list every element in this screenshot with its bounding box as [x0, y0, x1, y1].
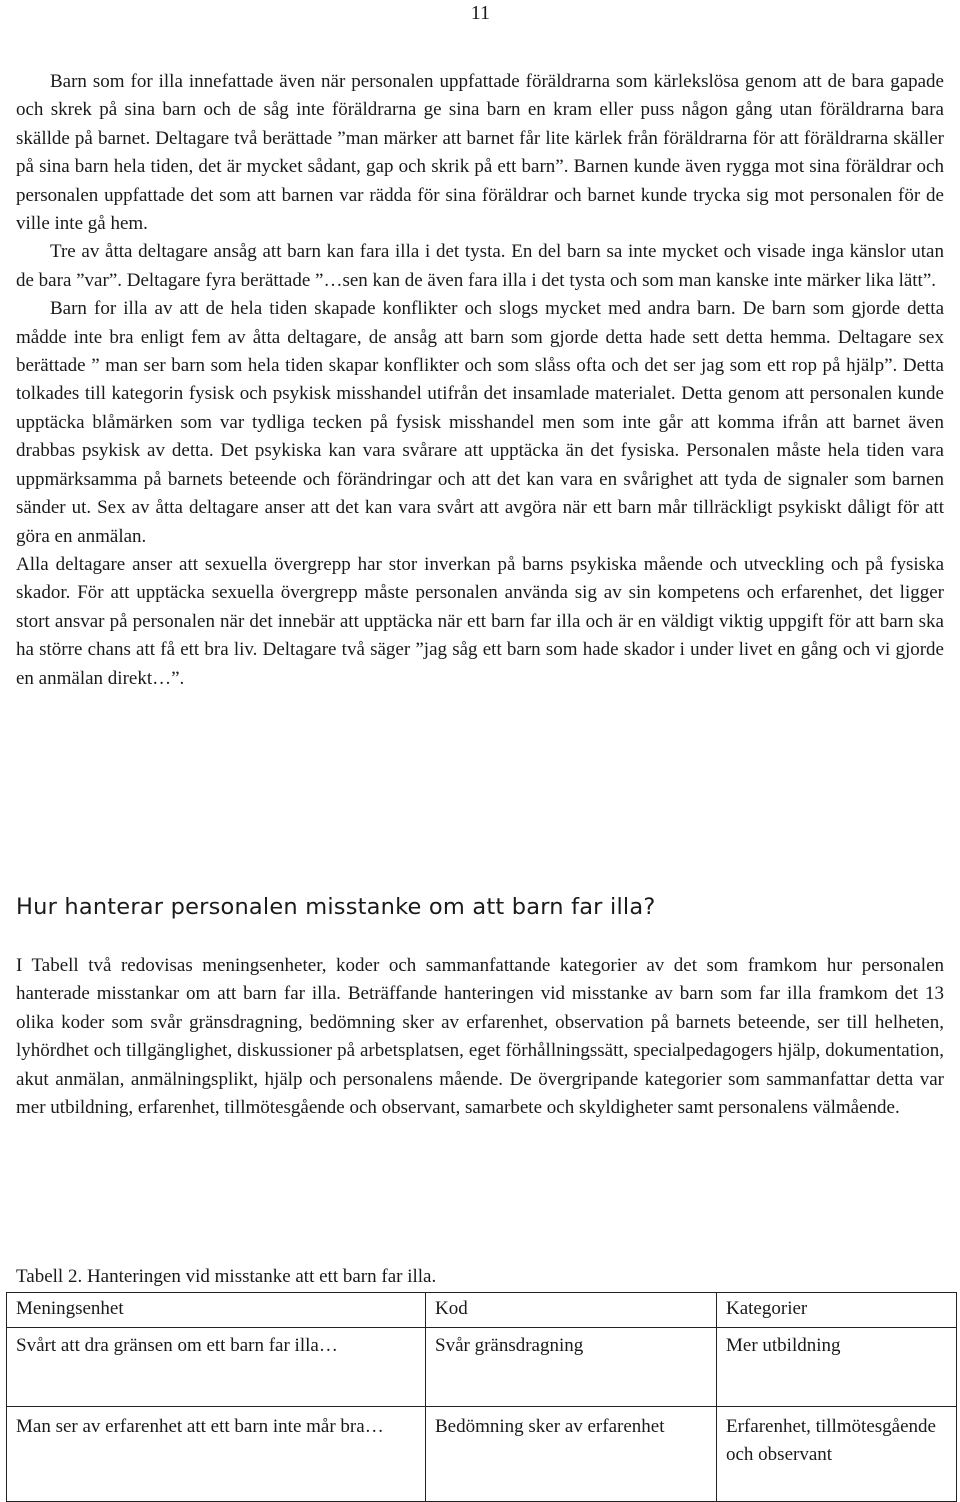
table-cell: Erfarenhet, tillmötesgående och observant: [717, 1407, 957, 1502]
table-header-cell: Meningsenhet: [7, 1293, 426, 1328]
results-table: [6, 1292, 957, 1502]
table-cell: Svårt att dra gränsen om ett barn far illa…: [7, 1328, 426, 1407]
table-caption: Tabell 2. Hanteringen vid misstanke att ett barn far illa.: [16, 1266, 437, 1287]
paragraph-2: Tre av åtta deltagare ansåg att barn kan fara illa i det tysta. En del barn sa inte mycket och visade inga känslor utan de bara ”var”. Deltagare fyra berättade ”…sen kan de även fara illa i det tysta och som man kanske inte märker lika lätt”.: [16, 241, 944, 291]
section-heading: Hur hanterar personalen misstanke om att barn far illa?: [16, 894, 656, 920]
paragraph-4: Alla deltagare anser att sexuella övergrepp har stor inverkan på barns psykiska mående och utveckling och på fysiska skador. För att upptäcka sexuella övergrepp måste personalen använda sig av sin kompetens och erfarenhet, det ligger stort ansvar på personalen när det innebär att upptäcka när ett barn far illa och är en väldigt viktig uppgift för att barn ska ha större chans att få ett bra liv. Deltagare två säger ”jag såg ett barn som hade skador i under livet en gång och vi gjorde en anmälan direkt…”.: [16, 553, 944, 689]
table-row: [7, 1328, 957, 1407]
section-paragraph: I Tabell två redovisas meningsenheter, koder och sammanfattande kategorier av det som framkom hur personalen hanterade misstankar om att barn far illa. Beträffande hanteringen vid misstanke av barn som far illa framkom det 13 olika koder som svår gränsdragning, bedömning sker av erfarenhet, observation på barnets beteende, ser till helheten, lyhördhet och tillgänglighet, diskussioner på arbetsplatsen, eget förhållningssätt, specialpedagogers hjälp, dokumentation, akut anmälan, anmälningsplikt, hjälp och personalens mående. De övergripande kategorier som sammanfattar detta var mer utbildning, erfarenhet, tillmötesgående och observant, samarbete och skyldigheter samt personalens välmående.: [16, 955, 944, 1119]
table-cell: Man ser av erfarenhet att ett barn inte mår bra…: [7, 1407, 426, 1502]
table-cell: Bedömning sker av erfarenhet: [426, 1407, 717, 1502]
body-text: [16, 68, 944, 693]
paragraph-1: Barn som for illa innefattade även när personalen uppfattade föräldrarna som kärlekslösa genom att de bara gapade och skrek på sina barn och de såg inte föräldrarna ge sina barn en kram eller puss någon gång utan föräldrarna bara skällde på barnet. Deltagare två berättade ”man märker att barnet får lite kärlek från föräldrarna för att föräldrarna skäller på sina barn hela tiden, det är mycket sådant, gap och skrik på ett barn”. Barnen kunde även rygga mot sina föräldrar och personalen uppfattade det som att barnen var rädda för sina föräldrar och barnet kunde trycka sig mot personalen för de ville inte gå hem.: [16, 71, 944, 235]
table-cell: Svår gränsdragning: [426, 1328, 717, 1407]
page-number: 11: [470, 2, 490, 24]
table-row: [7, 1407, 957, 1502]
table-header-cell: Kod: [426, 1293, 717, 1328]
table-header-cell: Kategorier: [717, 1293, 957, 1328]
section-body: [16, 952, 944, 1122]
paragraph-3: Barn for illa av att de hela tiden skapade konflikter och slogs mycket med andra barn. De barn som gjorde detta mådde inte bra enligt fem av åtta deltagare, de ansåg att barn som gjorde detta hade sett detta hemma. Deltagare sex berättade ” man ser barn som hela tiden skapar konflikter och som slåss ofta och det ser jag som ett rop på hjälp”. Detta tolkades till kategorin fysisk och psykisk misshandel utifrån det insamlade materialet. Detta genom att personalen kunde upptäcka blåmärken som var tydliga tecken på fysisk misshandel men som inte går att komma ifrån att barnet även drabbas psykisk av detta. Det psykiska kan vara svårare att upptäcka än det fysiska. Personalen måste hela tiden vara uppmärksamma på barnets beteende och förändringar och att det kan vara en svårighet att tyda de signaler som barnen sänder ut. Sex av åtta deltagare anser att det kan vara svårt att avgöra när ett barn mår tillräckligt psykiskt dåligt för att göra en anmälan.: [16, 298, 944, 547]
table-cell: Mer utbildning: [717, 1328, 957, 1407]
table-header-row: [7, 1293, 957, 1328]
